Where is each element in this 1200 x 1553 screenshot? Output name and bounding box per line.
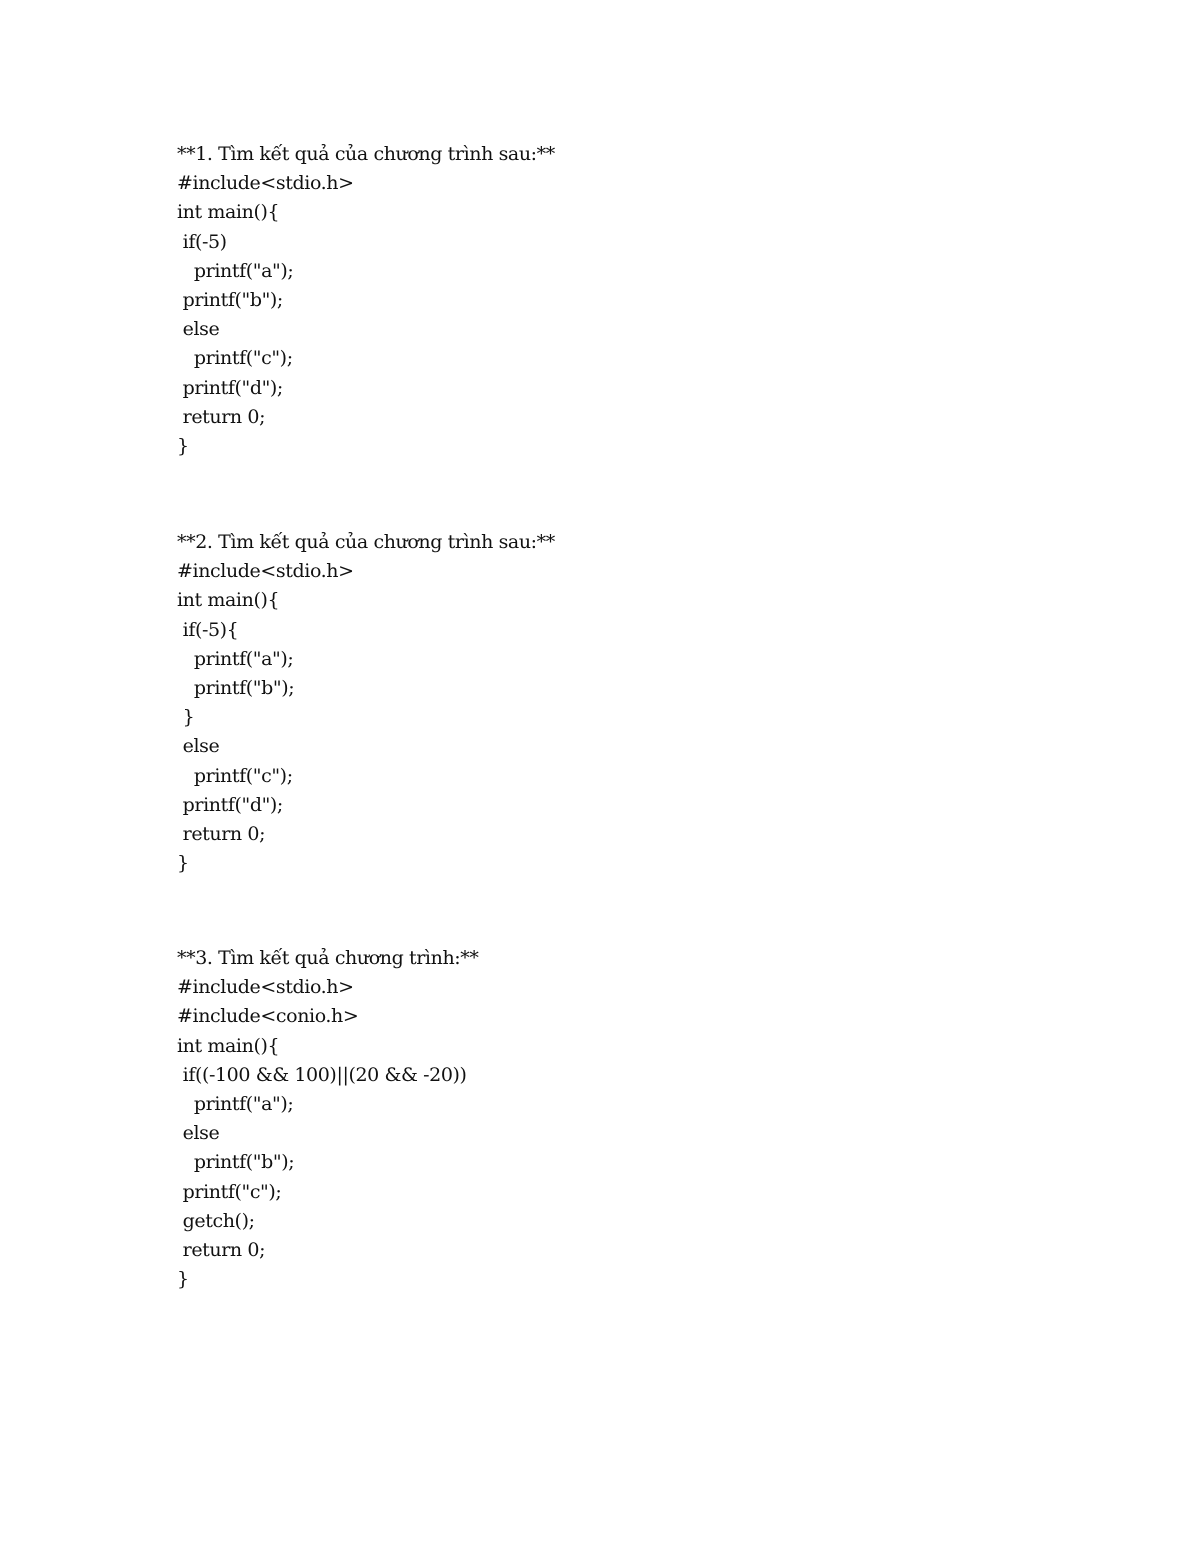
code-line: printf("a"); [177, 647, 294, 670]
code-line: } [177, 1268, 189, 1291]
code-line: printf("b"); [177, 288, 283, 311]
question-2 [177, 528, 877, 878]
code-line: if(-5){ [177, 618, 239, 641]
question-heading: **2. Tìm kết quả của chương trình sau:** [177, 531, 555, 553]
code-line: printf("c"); [177, 1180, 282, 1203]
code-line: return 0; [177, 405, 266, 428]
code-line: printf("b"); [177, 676, 295, 699]
code-line: getch(); [177, 1209, 255, 1232]
code-line: else [177, 318, 220, 341]
code-line: } [177, 852, 189, 875]
question-1 [177, 140, 877, 461]
question-heading: **1. Tìm kết quả của chương trình sau:** [177, 143, 555, 165]
code-line: #include<stdio.h> [177, 172, 354, 195]
code-line: #include<conio.h> [177, 1005, 359, 1028]
code-line: return 0; [177, 822, 266, 845]
code-line: } [177, 706, 195, 729]
question-3 [177, 944, 877, 1294]
code-line: printf("c"); [177, 347, 293, 370]
code-line: int main(){ [177, 1034, 280, 1057]
code-line: printf("d"); [177, 793, 283, 816]
code-line: int main(){ [177, 201, 280, 224]
code-line: printf("a"); [177, 1092, 294, 1115]
code-line: } [177, 434, 189, 457]
code-line: return 0; [177, 1238, 266, 1261]
code-line: printf("b"); [177, 1151, 295, 1174]
code-line: printf("a"); [177, 259, 294, 282]
code-line: #include<stdio.h> [177, 976, 354, 999]
code-line: if(-5) [177, 230, 227, 253]
code-line: printf("c"); [177, 764, 293, 787]
code-line: else [177, 735, 220, 758]
code-line: printf("d"); [177, 376, 283, 399]
code-line: #include<stdio.h> [177, 560, 354, 583]
code-line: if((-100 && 100)||(20 && -20)) [177, 1063, 467, 1086]
code-line: else [177, 1122, 220, 1145]
code-line: int main(){ [177, 589, 280, 612]
question-heading: **3. Tìm kết quả chương trình:** [177, 947, 479, 969]
